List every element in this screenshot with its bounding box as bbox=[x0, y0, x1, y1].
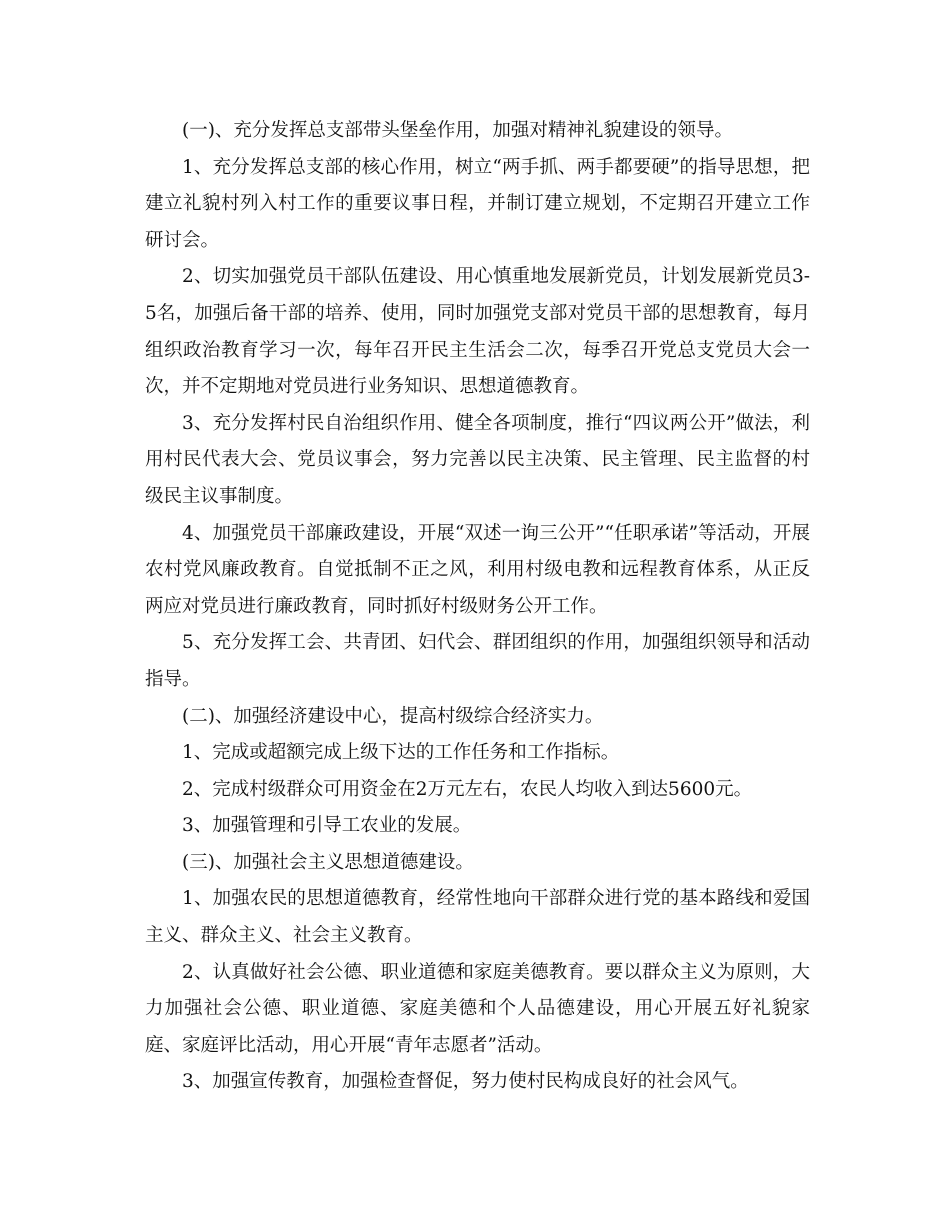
paragraph: 2、完成村级群众可用资金在2万元左右，农民人均收入到达5600元。 bbox=[182, 778, 753, 800]
paragraph: 1、加强农民的思想道德教育，经常性地向干部群众进行党的基本路线和爱国主义、群众主义、社会主义教育。 bbox=[145, 888, 810, 947]
paragraph: 1、完成或超额完成上级下达的工作任务和工作指标。 bbox=[182, 742, 620, 764]
paragraph: 1、充分发挥总支部的核心作用，树立“两手抓、两手都要硬”的指导思想，把建立礼貌村列入村工作的重要议事日程，并制订建立规划，不定期召开建立工作研讨会。 bbox=[145, 156, 810, 251]
paragraph: 3、加强宣传教育，加强检查督促，努力使村民构成良好的社会风气。 bbox=[182, 1071, 749, 1093]
paragraph: 2、认真做好社会公德、职业道德和家庭美德教育。要以群众主义为原则，大力加强社会公德、职业道德、家庭美德和个人品德建设，用心开展五好礼貌家庭、家庭评比活动，用心开展“青年志愿者”活动。 bbox=[145, 961, 810, 1056]
paragraph: 3、加强管理和引导工农业的发展。 bbox=[182, 815, 472, 837]
document-body bbox=[145, 113, 810, 1101]
section-heading-3: (三)、加强社会主义思想道德建设。 bbox=[182, 851, 474, 873]
paragraph: 3、充分发挥村民自治组织作用、健全各项制度，推行“四议两公开”做法，利用村民代表大会、党员议事会，努力完善以民主决策、民主管理、民主监督的村级民主议事制度。 bbox=[145, 412, 810, 507]
section-heading-2: (二)、加强经济建设中心，提高村级综合经济实力。 bbox=[182, 705, 604, 727]
paragraph: 2、切实加强党员干部队伍建设、用心慎重地发展新党员，计划发展新党员3-5名，加强后备干部的培养、使用，同时加强党支部对党员干部的思想教育，每月组织政治教育学习一次，每年召开民主生活会二次，每季召开党总支党员大会一次，并不定期地对党员进行业务知识、思想道德教育。 bbox=[145, 266, 810, 398]
paragraph: 5、充分发挥工会、共青团、妇代会、群团组织的作用，加强组织领导和活动指导。 bbox=[145, 632, 810, 690]
section-heading-1: (一)、充分发挥总支部带头堡垒作用，加强对精神礼貌建设的领导。 bbox=[182, 120, 733, 141]
paragraph: 4、加强党员干部廉政建设，开展“双述一询三公开”“任职承诺”等活动，开展农村党风廉政教育。自觉抵制不正之风，利用村级电教和远程教育体系，从正反两应对党员进行廉政教育，同时抓好村级财务公开工作。 bbox=[145, 522, 810, 617]
